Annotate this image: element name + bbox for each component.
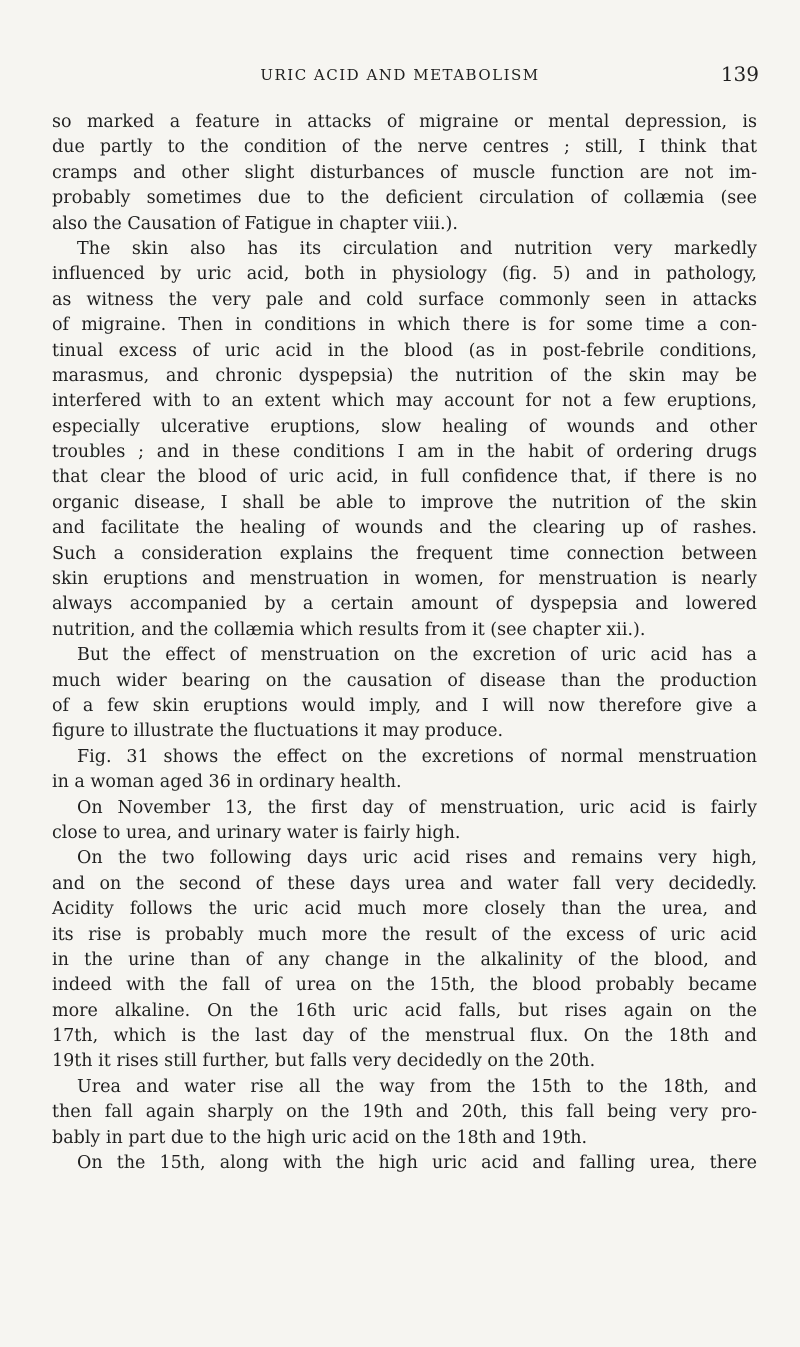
text-line: nutrition, and the collæmia which results from it (see chapter xii.). (52, 619, 646, 640)
text-line: figure to illustrate the fluctuations it may produce. (52, 721, 504, 742)
text-line: in the urine than of any change in the alkalinity of the blood, and (52, 949, 757, 970)
text-line: of a few skin eruptions would imply, and I will now therefore give a (52, 695, 757, 716)
text-line: skin eruptions and menstruation in women, for menstruation is nearly (52, 569, 757, 590)
text-line: troubles ; and in these conditions I am in the habit of ordering drugs (52, 442, 757, 463)
text-line: so marked a feature in attacks of migraine or mental depression, is (52, 112, 757, 132)
text-line: always accompanied by a certain amount of dyspepsia and lowered (52, 594, 757, 615)
text-line: 17th, which is the last day of the menstrual flux. On the 18th and (52, 1026, 757, 1047)
body-text (52, 110, 757, 1176)
running-head: URIC ACID AND METABOLISM (260, 66, 540, 84)
text-line: and facilitate the healing of wounds and the clearing up of rashes. (52, 518, 757, 539)
text-line: due partly to the condition of the nerve centres ; still, I think that (52, 137, 757, 158)
page-header (0, 62, 800, 92)
text-line: organic disease, I shall be able to improve the nutrition of the skin (52, 492, 757, 513)
text-line: as witness the very pale and cold surface commonly seen in attacks (52, 289, 757, 310)
text-line: especially ulcerative eruptions, slow healing of wounds and other (52, 416, 757, 437)
text-line: close to urea, and urinary water is fairly high. (52, 822, 461, 843)
text-line: Urea and water rise all the way from the 15th to the 18th, and (77, 1076, 757, 1097)
text-line: its rise is probably much more the result of the excess of uric acid (52, 924, 757, 945)
text-line: On the 15th, along with the high uric acid and falling urea, there (77, 1153, 757, 1174)
text-line: indeed with the fall of urea on the 15th, the blood probably became (52, 975, 757, 996)
text-line: and on the second of these days urea and water fall very decidedly. (52, 873, 757, 894)
text-line: The skin also has its circulation and nutrition very markedly (77, 238, 757, 259)
text-line: interfered with to an extent which may account for not a few eruptions, (52, 391, 757, 412)
text-line: tinual excess of uric acid in the blood (as in post-febrile conditions, (52, 340, 757, 361)
text-line: that clear the blood of uric acid, in full confidence that, if there is no (52, 467, 757, 488)
text-line: 19th it rises still further, but falls very decidedly on the 20th. (52, 1051, 596, 1072)
text-line: Such a consideration explains the frequent time connection between (52, 543, 757, 564)
text-line: marasmus, and chronic dyspepsia) the nutrition of the skin may be (52, 365, 757, 386)
text-line: influenced by uric acid, both in physiology (fig. 5) and in pathology, (52, 264, 757, 285)
text-line: On November 13, the first day of menstruation, uric acid is fairly (77, 797, 757, 818)
text-line: probably sometimes due to the deficient circulation of collæmia (see (52, 188, 757, 209)
text-line: Fig. 31 shows the effect on the excretions of normal menstruation (77, 746, 757, 767)
text-line: bably in part due to the high uric acid on the 18th and 19th. (52, 1127, 588, 1148)
text-line: cramps and other slight disturbances of muscle function are not im- (52, 162, 757, 183)
text-line: much wider bearing on the causation of disease than the production (52, 670, 757, 691)
page-number: 139 (720, 62, 759, 86)
text-line: in a woman aged 36 in ordinary health. (52, 772, 402, 793)
text-line: Acidity follows the uric acid much more closely than the urea, and (52, 899, 757, 920)
text-line: more alkaline. On the 16th uric acid falls, but rises again on the (52, 1000, 757, 1021)
text-line: also the Causation of Fatigue in chapter viii.). (52, 213, 458, 234)
text-line: But the effect of menstruation on the excretion of uric acid has a (77, 645, 757, 666)
text-line: then fall again sharply on the 19th and 20th, this fall being very pro- (52, 1102, 757, 1123)
text-line: On the two following days uric acid rises and remains very high, (77, 848, 757, 869)
text-line: of migraine. Then in conditions in which there is for some time a con- (52, 315, 757, 336)
